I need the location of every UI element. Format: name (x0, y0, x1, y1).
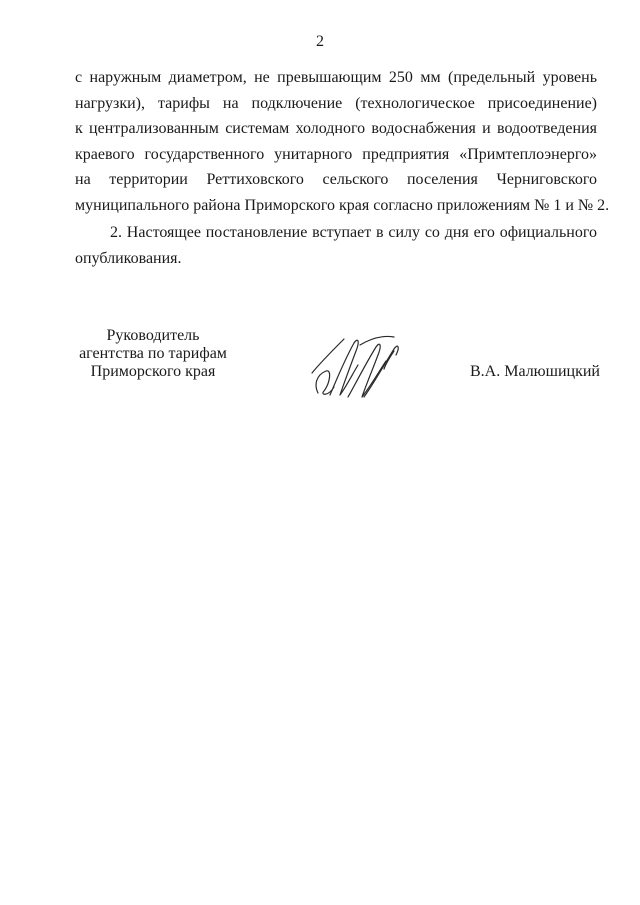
signatory-title-line-1: Руководитель (106, 327, 200, 344)
paragraph-1-line-2: нагрузки), тарифы на подключение (технологическое присоединение) (75, 94, 597, 112)
signer-name: В.А. Малюшицкий (470, 363, 600, 380)
page-number: 2 (316, 33, 324, 50)
paragraph-1-line-6: муниципального района Приморского края согласно приложениям № 1 и № 2. (75, 196, 610, 214)
handwritten-signature-icon (300, 325, 410, 405)
paragraph-1-line-5: на территории Реттиховского сельского поселения Черниговского (75, 171, 597, 189)
signatory-title-line-2: агентства по тарифам (79, 345, 227, 362)
paragraph-2-line-2: опубликования. (75, 249, 182, 267)
paragraph-2-line-1: 2. Настоящее постановление вступает в силу со дня его официального (110, 224, 597, 241)
paragraph-1-line-3: к централизованным системам холодного водоснабжения и водоотведения (75, 120, 597, 138)
signatory-title-line-3: Приморского края (90, 363, 216, 380)
paragraph-1 (75, 65, 610, 219)
paragraph-2 (75, 220, 597, 271)
signatory-title (68, 327, 238, 381)
paragraph-1-line-4: краевого государственного унитарного предприятия «Примтеплоэнерго» (75, 145, 597, 163)
paragraph-1-line-1: с наружным диаметром, не превышающим 250 мм (предельный уровень (75, 69, 597, 86)
